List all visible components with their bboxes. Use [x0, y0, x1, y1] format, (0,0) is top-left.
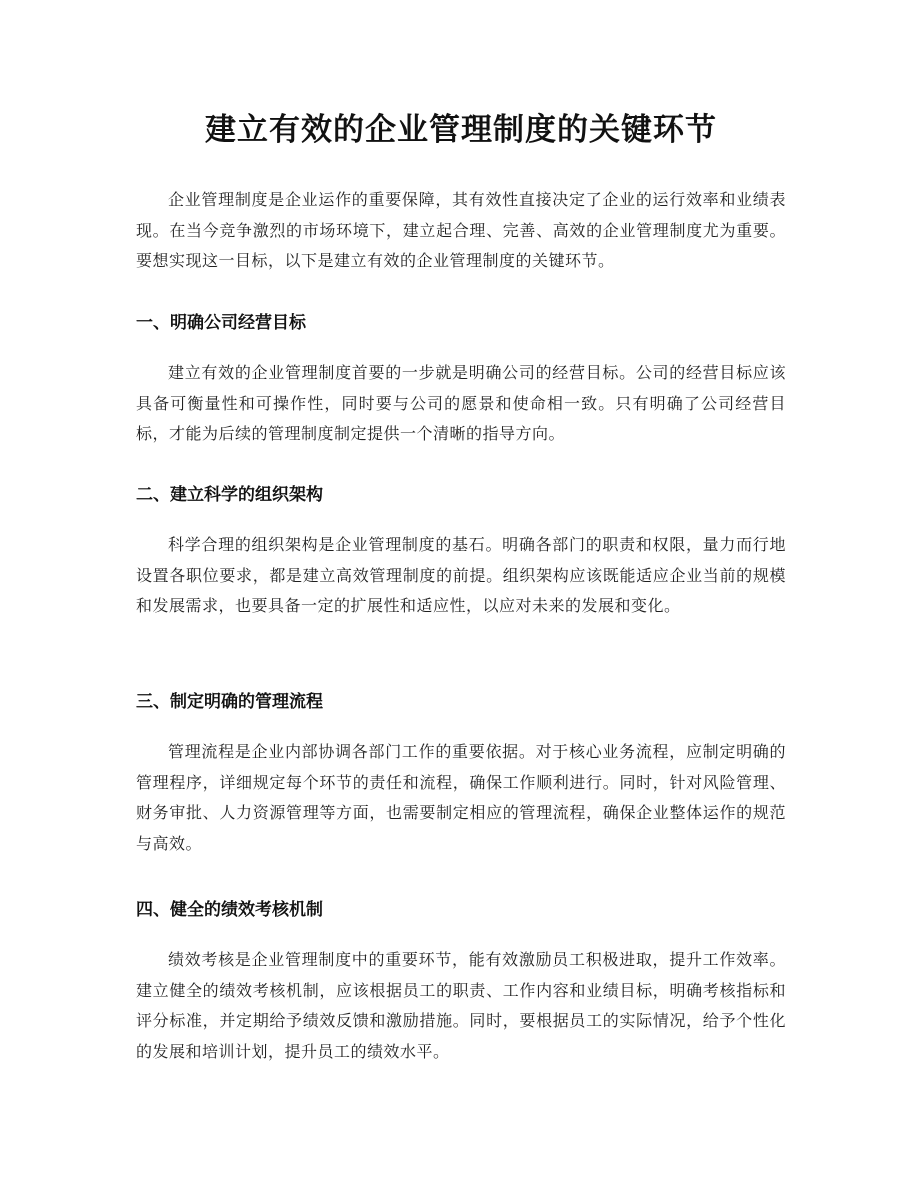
section-heading-4: 四、健全的绩效考核机制 — [136, 900, 323, 920]
document-title: 建立有效的企业管理制度的关键环节 — [205, 112, 717, 148]
section-body-2: 科学合理的组织架构是企业管理制度的基石。明确各部门的职责和权限，量力而行地设置各职位要求，都是建立高效管理制度的前提。组织架构应该既能适应企业当前的规模和发展需求，也要具备一定的扩展性和适应性，以应对未来的发展和变化。 — [136, 535, 786, 615]
section-heading-3: 三、制定明确的管理流程 — [136, 692, 323, 712]
section-body-3: 管理流程是企业内部协调各部门工作的重要依据。对于核心业务流程，应制定明确的管理程序，详细规定每个环节的责任和流程，确保工作顺利进行。同时，针对风险管理、财务审批、人力资源管理等方面，也需要制定相应的管理流程，确保企业整体运作的规范与高效。 — [136, 742, 786, 853]
intro-paragraph: 企业管理制度是企业运作的重要保障，其有效性直接决定了企业的运行效率和业绩表现。在当今竞争激烈的市场环境下，建立起合理、完善、高效的企业管理制度尤为重要。要想实现这一目标，以下是建立有效的企业管理制度的关键环节。 — [136, 190, 786, 270]
section-heading-2: 二、建立科学的组织架构 — [136, 485, 323, 505]
section-body-4: 绩效考核是企业管理制度中的重要环节，能有效激励员工积极进取，提升工作效率。建立健全的绩效考核机制，应该根据员工的职责、工作内容和业绩目标，明确考核指标和评分标准，并定期给予绩效反馈和激励措施。同时，要根据员工的实际情况，给予个性化的发展和培训计划，提升员工的绩效水平。 — [136, 950, 786, 1061]
section-body-1: 建立有效的企业管理制度首要的一步就是明确公司的经营目标。公司的经营目标应该具备可衡量性和可操作性，同时要与公司的愿景和使命相一致。只有明确了公司经营目标，才能为后续的管理制度制定提供一个清晰的指导方向。 — [136, 363, 786, 443]
section-heading-1: 一、明确公司经营目标 — [136, 313, 306, 333]
